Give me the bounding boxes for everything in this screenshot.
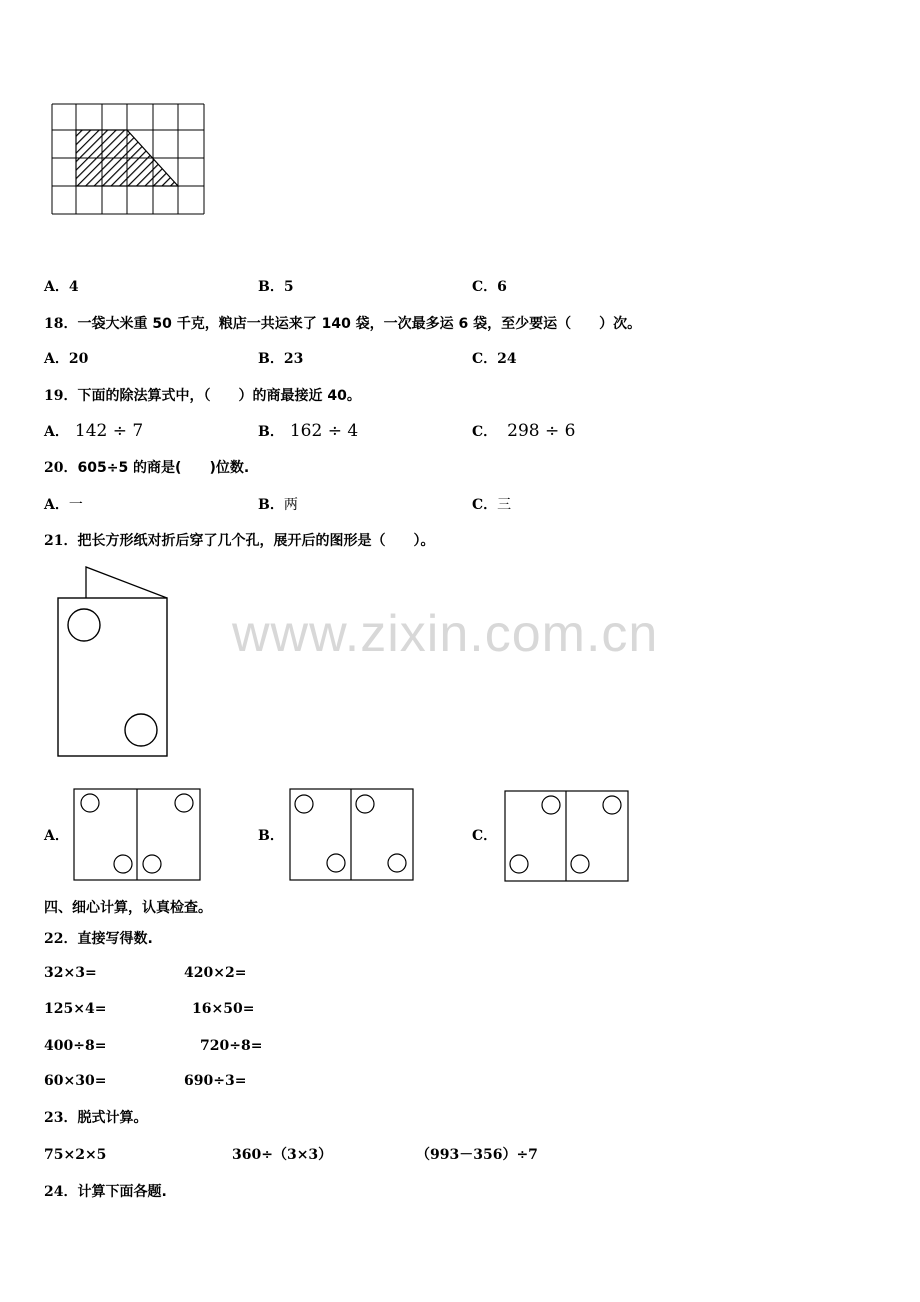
q20-option-a[interactable] (44, 494, 83, 515)
option-letter: B． (258, 351, 284, 367)
q21-option-c-figure[interactable] (504, 790, 629, 882)
q22-item: 690÷3= (184, 1073, 247, 1089)
option-letter: C． (472, 351, 498, 367)
q23-item: （993－356）÷7 (416, 1147, 538, 1163)
question-number: 24． (44, 1184, 78, 1200)
option-text: 20 (68, 351, 89, 367)
q18-option-a[interactable] (44, 349, 88, 369)
q18-stem (44, 313, 641, 334)
q21-stem (44, 530, 434, 551)
q22-item: 16×50= (192, 1001, 255, 1017)
q21-option-b-figure[interactable] (289, 788, 414, 881)
question-number: 18． (44, 316, 78, 332)
option-text: 两 (283, 497, 298, 513)
q23-item: 75×2×5 (44, 1147, 107, 1163)
q21-option-a-label[interactable]: A． (44, 828, 69, 844)
q19-option-a[interactable] (44, 421, 143, 442)
q21-option-b-label[interactable]: B． (258, 828, 284, 844)
q23-stem (44, 1107, 147, 1128)
q19-option-b[interactable] (258, 421, 358, 442)
option-text: 23 (283, 351, 304, 367)
option-expression: 298 ÷ 6 (507, 421, 576, 441)
option-letter: A． (44, 279, 69, 295)
q20-stem (44, 457, 249, 478)
option-letter: C． (472, 279, 498, 295)
q19-option-c[interactable] (472, 421, 575, 442)
q22-item: 420×2= (184, 965, 247, 981)
option-text: 6 (497, 279, 507, 295)
option-text: 5 (283, 279, 294, 295)
option-letter: A． (44, 424, 69, 440)
q20-option-c[interactable] (472, 494, 511, 515)
paper-fold-flap (86, 567, 167, 598)
q17-option-c[interactable] (472, 277, 507, 297)
q24-stem (44, 1181, 167, 1202)
q22-item: 400÷8= (44, 1038, 107, 1054)
q23-item: 360÷（3×3） (232, 1147, 333, 1163)
q21-option-a-figure[interactable] (73, 788, 201, 881)
option-letter: C． (472, 424, 498, 440)
option-text: 4 (68, 279, 79, 295)
q17-option-a[interactable] (44, 277, 79, 297)
paper-front (58, 598, 167, 756)
q19-stem (44, 385, 361, 406)
question-text: 计算下面各题. (77, 1184, 167, 1200)
q22-item: 720÷8= (200, 1038, 263, 1054)
question-number: 22． (44, 931, 78, 947)
question-number: 20． (44, 460, 78, 476)
option-text: 一 (68, 497, 83, 513)
option-letter: A． (44, 497, 69, 513)
question-number: 21． (44, 533, 78, 549)
option-letter: C． (472, 497, 498, 513)
question-text: 脱式计算。 (77, 1110, 148, 1126)
option-letter: B． (258, 497, 284, 513)
folded-paper-figure (56, 566, 172, 760)
option-text: 24 (497, 351, 517, 367)
grid-trapezoid-figure (50, 102, 206, 216)
q21-option-c-label[interactable]: C． (472, 828, 498, 844)
section-4-heading: 四、细心计算，认真检查。 (44, 900, 212, 916)
q18-option-b[interactable] (258, 349, 303, 369)
option-expression: 162 ÷ 4 (289, 421, 359, 441)
option-expression: 142 ÷ 7 (74, 421, 144, 441)
question-text: 直接写得数. (77, 931, 153, 947)
option-text: 三 (497, 497, 512, 513)
q22-stem (44, 928, 153, 949)
q18-option-c[interactable] (472, 349, 517, 369)
option-letter: B． (258, 279, 284, 295)
q22-item: 32×3= (44, 965, 97, 981)
question-text: 一袋大米重 50 千克，粮店一共运来了 140 袋，一次最多运 6 袋，至少要运（ ）次。 (77, 316, 642, 332)
question-number: 23． (44, 1110, 78, 1126)
option-letter: B． (258, 424, 284, 440)
q22-item: 125×4= (44, 1001, 107, 1017)
q20-option-b[interactable] (258, 494, 298, 515)
q17-option-b[interactable] (258, 277, 294, 297)
watermark: www.zixin.com.cn (232, 605, 659, 663)
question-number: 19． (44, 388, 78, 404)
question-text: 605÷5 的商是( )位数. (77, 460, 250, 476)
question-text: 把长方形纸对折后穿了几个孔，展开后的图形是（ ）。 (77, 533, 435, 549)
q22-item: 60×30= (44, 1073, 107, 1089)
question-text: 下面的除法算式中，（ ）的商最接近 40。 (77, 388, 361, 404)
option-letter: A． (44, 351, 69, 367)
